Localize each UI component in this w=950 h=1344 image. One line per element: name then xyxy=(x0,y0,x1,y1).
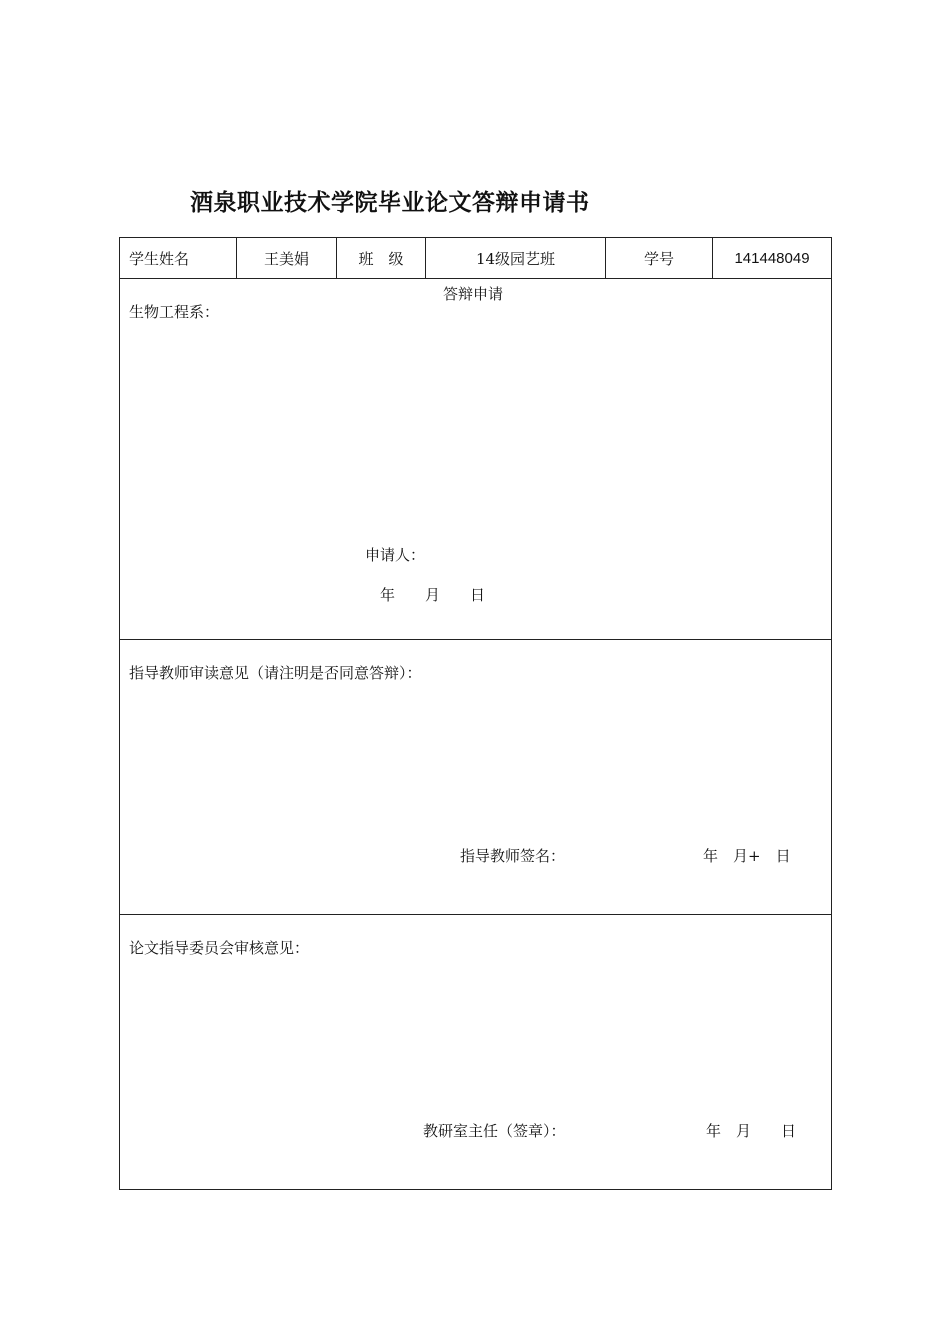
committee-review-section[interactable] xyxy=(120,915,832,1190)
application-heading: 答辩申请 xyxy=(443,285,504,303)
director-signature-label: 教研室主任（签章）： xyxy=(423,1122,566,1140)
class-value[interactable]: 14级园艺班 xyxy=(426,238,606,279)
application-section-row xyxy=(120,279,832,640)
document-title: 酒泉职业技术学院毕业论文答辩申请书 xyxy=(190,190,590,216)
application-date: 年 月 日 xyxy=(380,586,486,604)
applicant-label: 申请人： xyxy=(365,546,426,564)
committee-review-date: 年 月 日 xyxy=(706,1122,797,1140)
advisor-review-row xyxy=(120,640,832,915)
advisor-review-label: 指导教师审读意见（请注明是否同意答辩）： xyxy=(129,664,422,682)
committee-review-row xyxy=(120,915,832,1190)
committee-review-label: 论文指导委员会审核意见： xyxy=(129,939,310,957)
student-name-label: 学生姓名 xyxy=(120,238,237,279)
student-info-row xyxy=(120,238,832,279)
student-id-value[interactable]: 141448049 xyxy=(713,238,832,279)
class-label: 班 级 xyxy=(337,238,426,279)
student-id-label: 学号 xyxy=(606,238,713,279)
advisor-review-date: 年 月+ 日 xyxy=(703,847,791,865)
department-label: 生物工程系： xyxy=(129,303,220,321)
advisor-signature-label: 指导教师签名： xyxy=(460,847,566,865)
student-name-value[interactable]: 王美娟 xyxy=(237,238,337,279)
advisor-review-section[interactable] xyxy=(120,640,832,915)
application-section[interactable] xyxy=(120,279,832,640)
application-form xyxy=(119,237,832,1190)
